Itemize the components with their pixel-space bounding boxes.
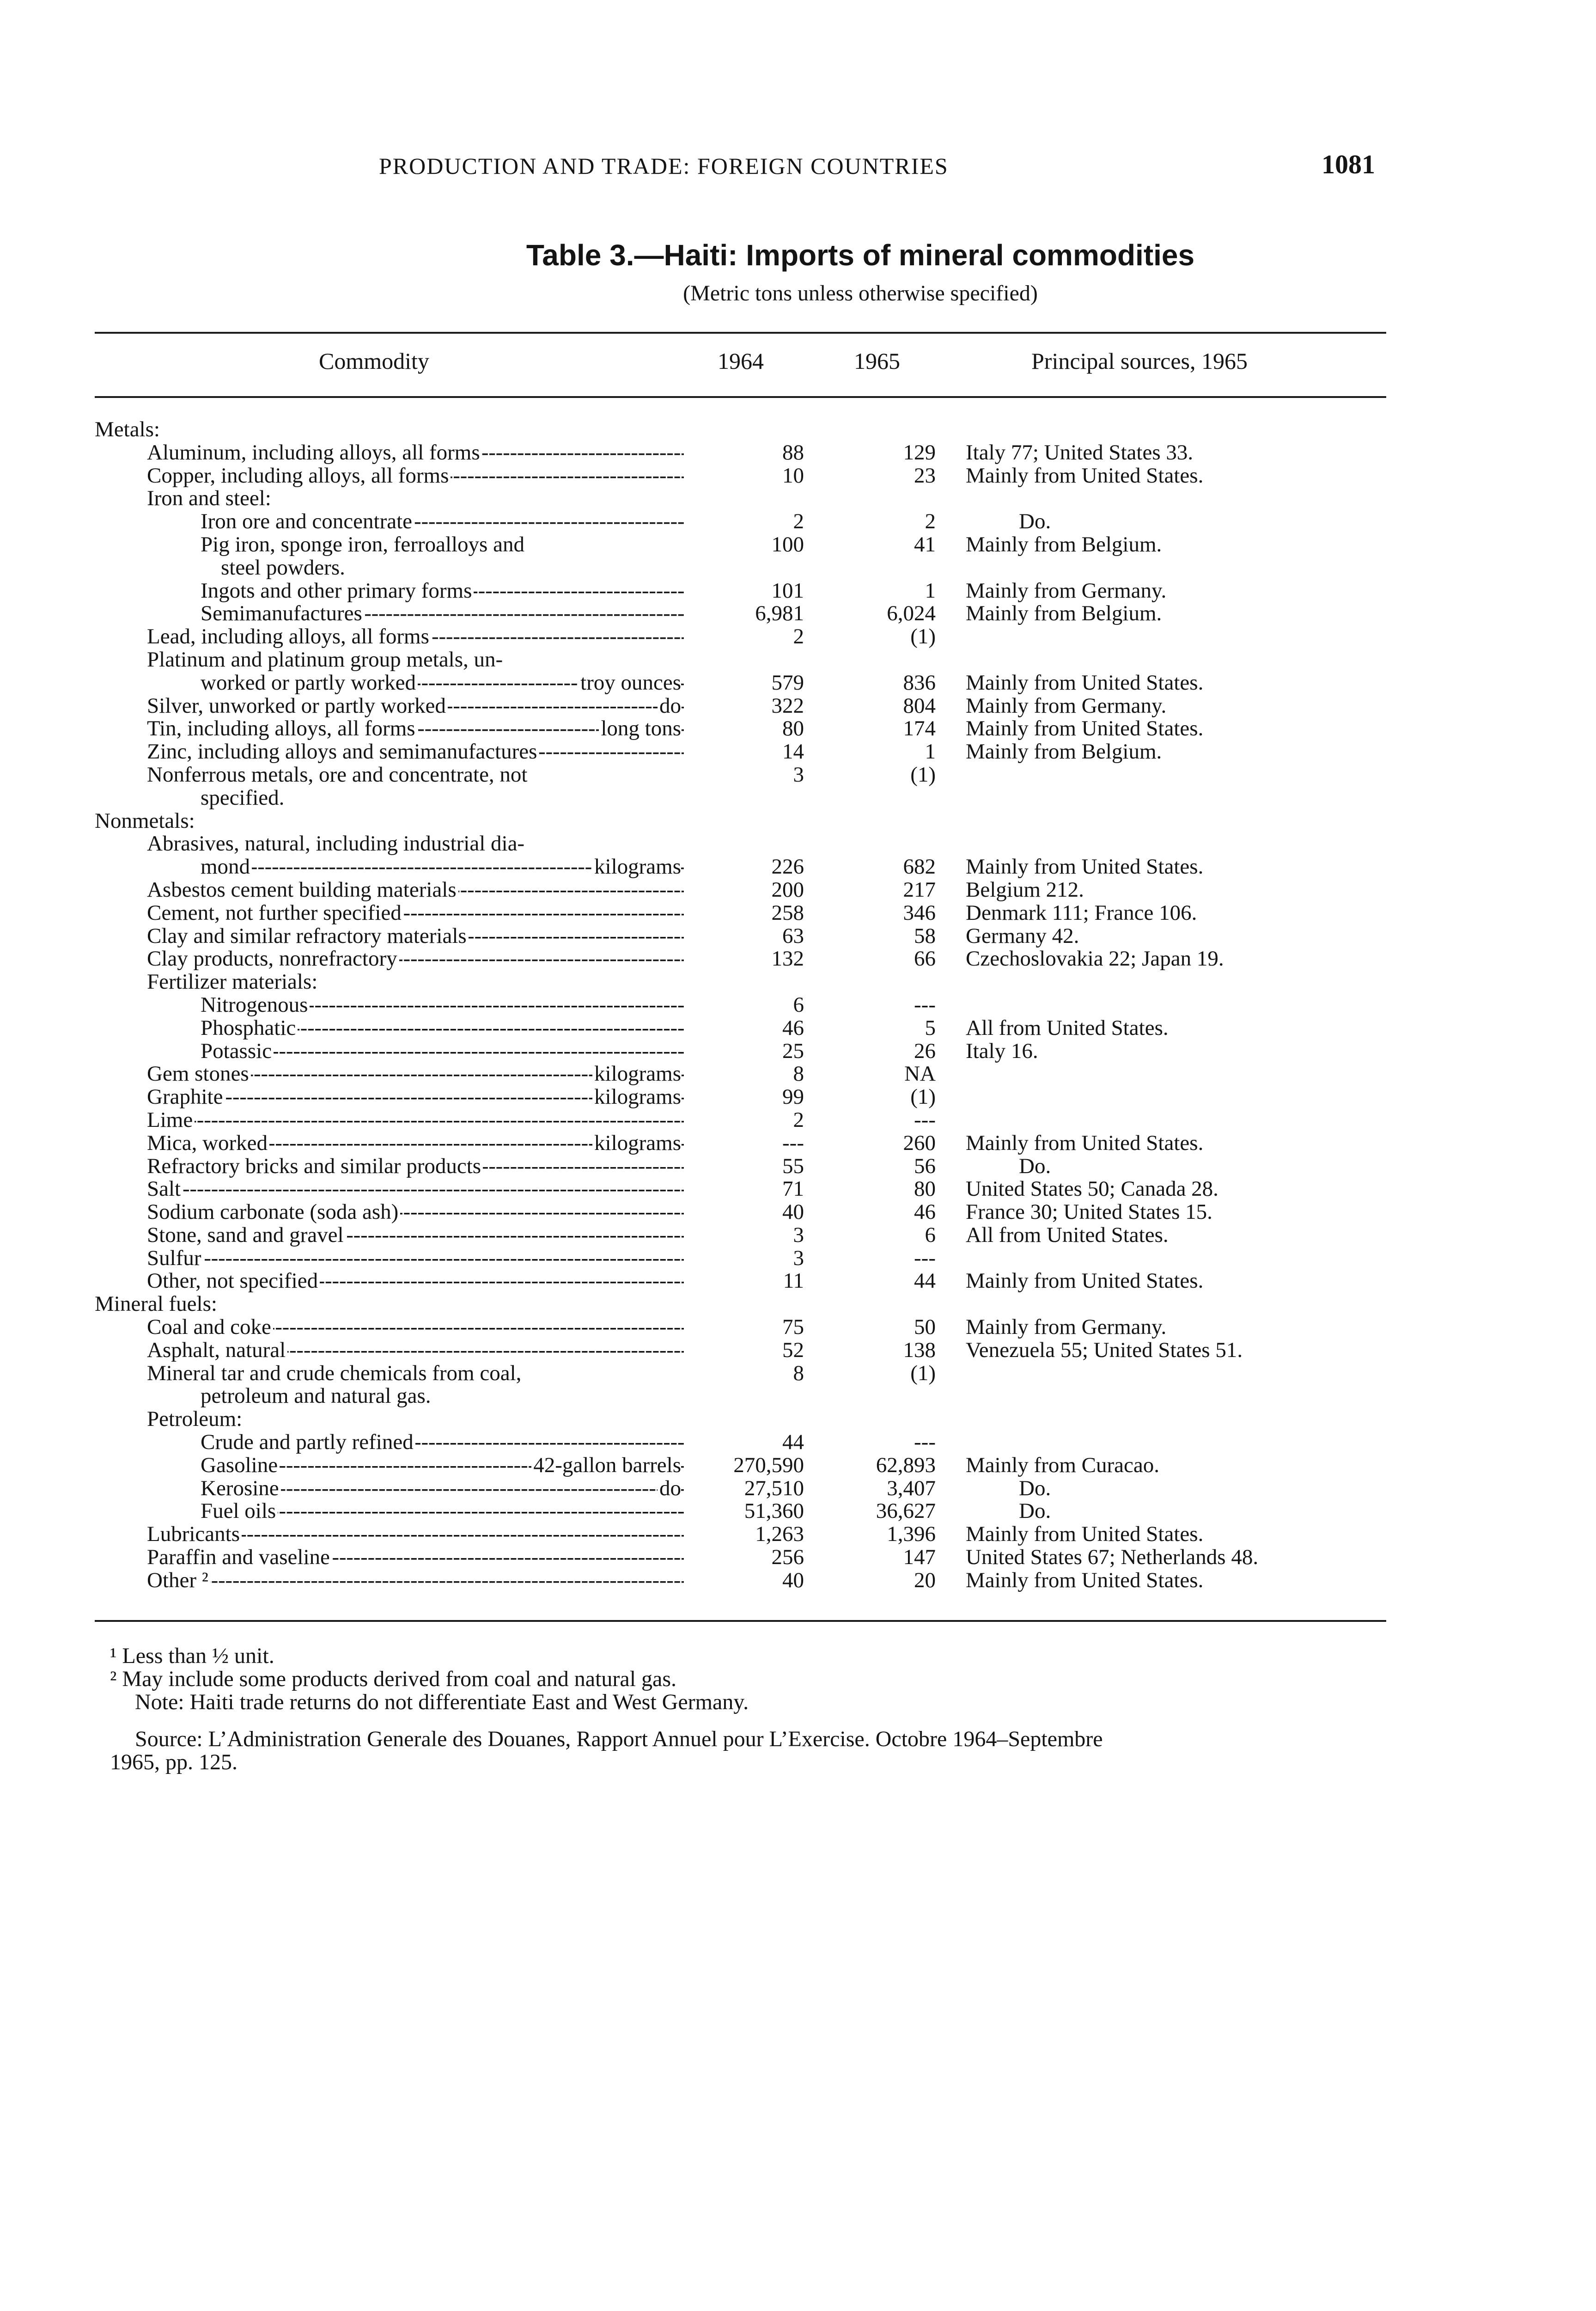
value-1965: 2 bbox=[925, 509, 936, 534]
commodity-name: Nitrogenous bbox=[201, 994, 310, 1017]
value-1964: 75 bbox=[782, 1315, 804, 1339]
value-1965: 62,893 bbox=[876, 1453, 936, 1477]
value-1964: 132 bbox=[771, 947, 804, 971]
value-1965: 6,024 bbox=[887, 601, 936, 626]
column-header-commodity: Commodity bbox=[319, 348, 429, 374]
table-row bbox=[0, 1454, 1596, 1477]
principal-source: Venezuela 55; United States 51. bbox=[966, 1338, 1243, 1362]
principal-source: Germany 42. bbox=[966, 923, 1079, 948]
commodity-name: petroleum and natural gas. bbox=[201, 1385, 433, 1408]
principal-source: Mainly from Germany. bbox=[966, 693, 1167, 718]
commodity-name: Ingots and other primary forms bbox=[201, 580, 474, 603]
principal-source: All from United States. bbox=[966, 1015, 1169, 1040]
commodity-name: Mineral tar and crude chemicals from coal, bbox=[147, 1362, 523, 1385]
table-row bbox=[0, 1247, 1596, 1270]
commodity-name: Nonferrous metals, ore and concentrate, not bbox=[147, 764, 530, 787]
unit-label: do bbox=[658, 1477, 681, 1500]
table-row bbox=[0, 1270, 1596, 1293]
table-row bbox=[0, 1523, 1596, 1546]
commodity-cell bbox=[147, 441, 684, 465]
commodity-cell bbox=[201, 510, 684, 533]
table-row bbox=[0, 533, 1596, 556]
commodity-cell bbox=[147, 1247, 684, 1270]
commodity-name: specified. bbox=[201, 787, 286, 810]
commodity-cell bbox=[147, 1132, 684, 1155]
commodity-cell bbox=[201, 1500, 684, 1523]
value-1965: 23 bbox=[914, 463, 936, 488]
value-1964: 99 bbox=[782, 1085, 804, 1109]
commodity-name: Mineral fuels: bbox=[95, 1293, 219, 1316]
commodity-name: Kerosine bbox=[201, 1477, 281, 1500]
value-1964: 256 bbox=[771, 1545, 804, 1570]
value-1964: 40 bbox=[782, 1200, 804, 1224]
commodity-cell bbox=[147, 879, 684, 902]
value-1964: 101 bbox=[771, 578, 804, 603]
value-1965: 129 bbox=[903, 440, 936, 465]
table-row bbox=[0, 695, 1596, 718]
commodity-name: Graphite bbox=[147, 1086, 225, 1109]
table-row bbox=[0, 717, 1596, 740]
value-1965: 1 bbox=[925, 740, 936, 764]
commodity-cell bbox=[147, 717, 684, 740]
table-row bbox=[0, 1316, 1596, 1339]
value-1964: 40 bbox=[782, 1568, 804, 1592]
commodity-name: Zinc, including alloys and semimanufactures bbox=[147, 740, 539, 764]
principal-source: Mainly from Belgium. bbox=[966, 601, 1162, 626]
unit-label: kilograms bbox=[592, 1132, 681, 1155]
principal-source: Do. bbox=[1019, 1154, 1051, 1178]
value-1964: 258 bbox=[771, 900, 804, 925]
unit-label: 42-gallon barrels bbox=[531, 1454, 681, 1477]
value-1965: --- bbox=[914, 992, 936, 1017]
commodity-name: Petroleum: bbox=[147, 1408, 244, 1431]
value-1965: 804 bbox=[903, 693, 936, 718]
principal-source: Mainly from Belgium. bbox=[966, 740, 1162, 764]
commodity-cell bbox=[201, 1454, 684, 1477]
value-1965: 174 bbox=[903, 716, 936, 741]
value-1965: 50 bbox=[914, 1315, 936, 1339]
principal-source: Mainly from United States. bbox=[966, 1131, 1204, 1155]
table-row bbox=[0, 832, 1596, 856]
commodity-name: Platinum and platinum group metals, un- bbox=[147, 648, 505, 672]
value-1965: 3,407 bbox=[887, 1476, 936, 1500]
commodity-cell bbox=[147, 1063, 684, 1086]
commodity-name: Paraffin and vaseline bbox=[147, 1546, 332, 1569]
footnote-2: ² May include some products derived from coal and natural gas. bbox=[110, 1667, 677, 1691]
value-1964: 6,981 bbox=[755, 601, 804, 626]
commodity-name: Other ² bbox=[147, 1569, 210, 1592]
commodity-cell bbox=[147, 764, 684, 787]
commodity-cell bbox=[147, 1155, 684, 1178]
table-row bbox=[0, 510, 1596, 533]
commodity-cell bbox=[147, 1316, 684, 1339]
value-1964: 226 bbox=[771, 855, 804, 879]
table-row bbox=[0, 1385, 1596, 1408]
value-1965: --- bbox=[914, 1430, 936, 1455]
commodity-cell bbox=[147, 740, 684, 764]
principal-source: Mainly from United States. bbox=[966, 463, 1204, 488]
principal-source: Mainly from United States. bbox=[966, 855, 1204, 879]
principal-source: Mainly from United States. bbox=[966, 1568, 1204, 1592]
value-1964: --- bbox=[782, 1131, 804, 1155]
value-1964: 63 bbox=[782, 923, 804, 948]
unit-label: kilograms bbox=[592, 1086, 681, 1109]
commodity-name: Metals: bbox=[95, 418, 162, 441]
commodity-cell bbox=[147, 1109, 684, 1132]
column-header-principal-sources: Principal sources, 1965 bbox=[1031, 348, 1248, 374]
commodity-name: Aluminum, including alloys, all forms bbox=[147, 441, 482, 465]
table-row bbox=[0, 648, 1596, 672]
commodity-name: Fertilizer materials: bbox=[147, 971, 319, 994]
value-1964: 27,510 bbox=[744, 1476, 804, 1500]
commodity-cell bbox=[147, 832, 684, 856]
footnote-1: ¹ Less than ½ unit. bbox=[110, 1644, 274, 1668]
value-1965: 36,627 bbox=[876, 1499, 936, 1523]
value-1964: 55 bbox=[782, 1154, 804, 1178]
commodity-cell bbox=[147, 1408, 684, 1431]
commodity-name: mond bbox=[201, 856, 252, 879]
commodity-name: Other, not specified bbox=[147, 1270, 320, 1293]
table-row bbox=[0, 994, 1596, 1017]
table-row bbox=[0, 1546, 1596, 1569]
value-1965: NA bbox=[904, 1062, 936, 1086]
table-row bbox=[0, 925, 1596, 948]
value-1965: 80 bbox=[914, 1177, 936, 1201]
value-1965: 58 bbox=[914, 923, 936, 948]
value-1964: 2 bbox=[793, 624, 804, 649]
value-1965: 66 bbox=[914, 947, 936, 971]
commodity-cell bbox=[201, 580, 684, 603]
table-row bbox=[0, 902, 1596, 925]
principal-source: Mainly from United States. bbox=[966, 670, 1204, 695]
commodity-name: Lead, including alloys, all forms bbox=[147, 625, 431, 648]
value-1964: 200 bbox=[771, 877, 804, 902]
table-row bbox=[0, 580, 1596, 603]
column-header-1965: 1965 bbox=[854, 348, 900, 374]
table-row bbox=[0, 1040, 1596, 1063]
value-1965: 46 bbox=[914, 1200, 936, 1224]
value-1964: 1,263 bbox=[755, 1522, 804, 1547]
table-row bbox=[0, 625, 1596, 648]
value-1965: 682 bbox=[903, 855, 936, 879]
table-row bbox=[0, 1293, 1596, 1316]
value-1964: 11 bbox=[783, 1269, 804, 1293]
table-row bbox=[0, 971, 1596, 994]
commodity-cell bbox=[147, 902, 684, 925]
commodity-cell bbox=[147, 925, 684, 948]
table-row bbox=[0, 948, 1596, 971]
value-1964: 80 bbox=[782, 716, 804, 741]
value-1965: 44 bbox=[914, 1269, 936, 1293]
commodity-cell bbox=[201, 856, 684, 879]
value-1965: (1) bbox=[910, 624, 936, 649]
principal-source: Italy 16. bbox=[966, 1039, 1038, 1063]
value-1965: 41 bbox=[914, 532, 936, 556]
table-row bbox=[0, 1500, 1596, 1523]
source-line-2: 1965, pp. 125. bbox=[110, 1750, 238, 1774]
commodity-cell bbox=[201, 1385, 684, 1408]
table-row bbox=[0, 1408, 1596, 1431]
principal-source: Mainly from United States. bbox=[966, 1269, 1204, 1293]
value-1965: 1 bbox=[925, 578, 936, 603]
commodity-cell bbox=[201, 602, 684, 625]
value-1965: 147 bbox=[903, 1545, 936, 1570]
table-row bbox=[0, 1339, 1596, 1362]
principal-source: Mainly from Curacao. bbox=[966, 1453, 1159, 1477]
commodity-name: Mica, worked bbox=[147, 1132, 269, 1155]
table-row bbox=[0, 1224, 1596, 1247]
principal-source: Italy 77; United States 33. bbox=[966, 440, 1194, 465]
page-number: 1081 bbox=[1322, 149, 1375, 179]
table-title: Table 3.—Haiti: Imports of mineral commodities bbox=[526, 238, 1195, 272]
table-row bbox=[0, 879, 1596, 902]
value-1965: 260 bbox=[903, 1131, 936, 1155]
value-1965: 56 bbox=[914, 1154, 936, 1178]
commodity-name: worked or partly worked bbox=[201, 672, 418, 695]
unit-label: do bbox=[658, 695, 681, 718]
commodity-cell bbox=[201, 533, 684, 556]
header-rule bbox=[95, 396, 1386, 398]
value-1964: 100 bbox=[771, 532, 804, 556]
value-1964: 3 bbox=[793, 1223, 804, 1247]
bottom-rule bbox=[95, 1620, 1386, 1622]
commodity-cell bbox=[147, 648, 684, 672]
commodity-cell bbox=[147, 1178, 684, 1201]
table-row bbox=[0, 764, 1596, 787]
value-1964: 46 bbox=[782, 1015, 804, 1040]
table-row bbox=[0, 740, 1596, 764]
value-1964: 322 bbox=[771, 693, 804, 718]
commodity-name: Potassic bbox=[201, 1040, 274, 1063]
table-row bbox=[0, 810, 1596, 833]
table-body bbox=[0, 418, 1596, 1592]
value-1965: 6 bbox=[925, 1223, 936, 1247]
commodity-name: Copper, including alloys, all forms bbox=[147, 465, 451, 488]
value-1964: 3 bbox=[793, 762, 804, 787]
commodity-name: Asbestos cement building materials bbox=[147, 879, 458, 902]
value-1964: 579 bbox=[771, 670, 804, 695]
commodity-name: Abrasives, natural, including industrial dia- bbox=[147, 832, 526, 856]
running-head: PRODUCTION AND TRADE: FOREIGN COUNTRIES bbox=[379, 153, 949, 179]
commodity-cell bbox=[201, 1017, 684, 1040]
commodity-name: Coal and coke bbox=[147, 1316, 273, 1339]
value-1964: 25 bbox=[782, 1039, 804, 1063]
commodity-name: steel powders. bbox=[221, 556, 347, 580]
commodity-cell bbox=[201, 672, 684, 695]
commodity-name: Tin, including alloys, all forms bbox=[147, 717, 417, 740]
commodity-cell bbox=[95, 418, 684, 441]
table-row bbox=[0, 1178, 1596, 1201]
table-row bbox=[0, 418, 1596, 441]
commodity-name: Sulfur bbox=[147, 1247, 203, 1270]
value-1965: --- bbox=[914, 1246, 936, 1270]
commodity-cell bbox=[201, 1040, 684, 1063]
commodity-cell bbox=[147, 1523, 684, 1546]
note: Note: Haiti trade returns do not differentiate East and West Germany. bbox=[135, 1690, 749, 1714]
value-1965: 138 bbox=[903, 1338, 936, 1362]
value-1964: 3 bbox=[793, 1246, 804, 1270]
value-1964: 6 bbox=[793, 992, 804, 1017]
commodity-cell bbox=[201, 1431, 684, 1454]
unit-label: troy ounces bbox=[579, 672, 681, 695]
table-row bbox=[0, 602, 1596, 625]
table-row bbox=[0, 1201, 1596, 1224]
table-row bbox=[0, 1109, 1596, 1132]
value-1964: 270,590 bbox=[733, 1453, 804, 1477]
value-1964: 2 bbox=[793, 1107, 804, 1132]
unit-label: long tons bbox=[599, 717, 681, 740]
unit-label: kilograms bbox=[592, 856, 681, 879]
principal-source: United States 67; Netherlands 48. bbox=[966, 1545, 1259, 1570]
commodity-cell bbox=[147, 1224, 684, 1247]
value-1964: 71 bbox=[782, 1177, 804, 1201]
principal-source: United States 50; Canada 28. bbox=[966, 1177, 1218, 1201]
table-row bbox=[0, 556, 1596, 580]
table-row bbox=[0, 1362, 1596, 1385]
commodity-name: Silver, unworked or partly worked bbox=[147, 695, 448, 718]
principal-source: Mainly from Germany. bbox=[966, 578, 1167, 603]
commodity-cell bbox=[147, 1546, 684, 1569]
commodity-name: Sodium carbonate (soda ash) bbox=[147, 1201, 400, 1224]
commodity-name: Asphalt, natural bbox=[147, 1339, 287, 1362]
commodity-name: Lime bbox=[147, 1109, 195, 1132]
principal-source: Mainly from Belgium. bbox=[966, 532, 1162, 556]
table-row bbox=[0, 856, 1596, 879]
value-1964: 52 bbox=[782, 1338, 804, 1362]
commodity-cell bbox=[201, 994, 684, 1017]
principal-source: Do. bbox=[1019, 1476, 1051, 1500]
table-row bbox=[0, 1477, 1596, 1500]
commodity-name: Iron and steel: bbox=[147, 487, 273, 510]
principal-source: Mainly from United States. bbox=[966, 716, 1204, 741]
commodity-cell bbox=[201, 1477, 684, 1500]
commodity-name: Nonmetals: bbox=[95, 810, 197, 833]
table-subtitle: (Metric tons unless otherwise specified) bbox=[683, 281, 1038, 306]
value-1965: 5 bbox=[925, 1015, 936, 1040]
commodity-name: Salt bbox=[147, 1178, 183, 1201]
principal-source: Do. bbox=[1019, 1499, 1051, 1523]
principal-source: Mainly from Germany. bbox=[966, 1315, 1167, 1339]
commodity-name: Gasoline bbox=[201, 1454, 280, 1477]
table-row bbox=[0, 1086, 1596, 1109]
commodity-name: Crude and partly refined bbox=[201, 1431, 415, 1454]
table-row bbox=[0, 487, 1596, 510]
value-1965: 1,396 bbox=[887, 1522, 936, 1547]
value-1964: 14 bbox=[782, 740, 804, 764]
source-line-1: Source: L’Administration Generale des Douanes, Rapport Annuel pour L’Exercise. Octobre 1964–Septembre bbox=[135, 1727, 1103, 1751]
commodity-name: Stone, sand and gravel bbox=[147, 1224, 346, 1247]
principal-source: Denmark 111; France 106. bbox=[966, 900, 1197, 925]
principal-source: Do. bbox=[1019, 509, 1051, 534]
value-1964: 10 bbox=[782, 463, 804, 488]
column-header-1964: 1964 bbox=[718, 348, 764, 374]
commodity-cell bbox=[147, 1362, 684, 1385]
principal-source: All from United States. bbox=[966, 1223, 1169, 1247]
table-row bbox=[0, 1063, 1596, 1086]
commodity-name: Cement, not further specified bbox=[147, 902, 403, 925]
value-1964: 88 bbox=[782, 440, 804, 465]
principal-source: Belgium 212. bbox=[966, 877, 1084, 902]
unit-label: kilograms bbox=[592, 1063, 681, 1086]
commodity-name: Lubricants bbox=[147, 1523, 242, 1546]
commodity-cell bbox=[147, 625, 684, 648]
value-1965: (1) bbox=[910, 1361, 936, 1385]
commodity-cell bbox=[95, 1293, 684, 1316]
top-rule bbox=[95, 332, 1386, 334]
commodity-name: Semimanufactures bbox=[201, 602, 364, 625]
commodity-name: Fuel oils bbox=[201, 1500, 278, 1523]
commodity-name: Pig iron, sponge iron, ferroalloys and bbox=[201, 533, 526, 556]
principal-source: France 30; United States 15. bbox=[966, 1200, 1212, 1224]
table-row bbox=[0, 787, 1596, 810]
commodity-cell bbox=[147, 1339, 684, 1362]
commodity-name: Refractory bricks and similar products bbox=[147, 1155, 483, 1178]
value-1965: --- bbox=[914, 1107, 936, 1132]
commodity-cell bbox=[147, 695, 684, 718]
table-row bbox=[0, 441, 1596, 465]
value-1965: 836 bbox=[903, 670, 936, 695]
commodity-cell bbox=[221, 556, 684, 580]
commodity-cell bbox=[147, 971, 684, 994]
value-1965: 346 bbox=[903, 900, 936, 925]
table-row bbox=[0, 672, 1596, 695]
value-1965: (1) bbox=[910, 762, 936, 787]
commodity-cell bbox=[95, 810, 684, 833]
value-1964: 44 bbox=[782, 1430, 804, 1455]
commodity-cell bbox=[201, 787, 684, 810]
value-1965: 26 bbox=[914, 1039, 936, 1063]
value-1964: 2 bbox=[793, 509, 804, 534]
commodity-name: Phosphatic bbox=[201, 1017, 298, 1040]
table-row bbox=[0, 1132, 1596, 1155]
principal-source: Mainly from United States. bbox=[966, 1522, 1204, 1547]
commodity-name: Iron ore and concentrate bbox=[201, 510, 414, 533]
table-row bbox=[0, 1155, 1596, 1178]
commodity-cell bbox=[147, 1270, 684, 1293]
commodity-name: Clay products, nonrefractory bbox=[147, 948, 399, 971]
commodity-cell bbox=[147, 1086, 684, 1109]
principal-source: Czechoslovakia 22; Japan 19. bbox=[966, 947, 1224, 971]
value-1965: 217 bbox=[903, 877, 936, 902]
commodity-cell bbox=[147, 948, 684, 971]
value-1964: 51,360 bbox=[744, 1499, 804, 1523]
value-1965: (1) bbox=[910, 1085, 936, 1109]
commodity-cell bbox=[147, 465, 684, 488]
table-row bbox=[0, 1017, 1596, 1040]
commodity-cell bbox=[147, 1201, 684, 1224]
table-row bbox=[0, 1569, 1596, 1592]
table-row bbox=[0, 1431, 1596, 1454]
value-1965: 20 bbox=[914, 1568, 936, 1592]
commodity-name: Clay and similar refractory materials bbox=[147, 925, 469, 948]
commodity-cell bbox=[147, 1569, 684, 1592]
value-1964: 8 bbox=[793, 1062, 804, 1086]
commodity-cell bbox=[147, 487, 684, 510]
value-1964: 8 bbox=[793, 1361, 804, 1385]
table-row bbox=[0, 465, 1596, 488]
commodity-name: Gem stones bbox=[147, 1063, 251, 1086]
